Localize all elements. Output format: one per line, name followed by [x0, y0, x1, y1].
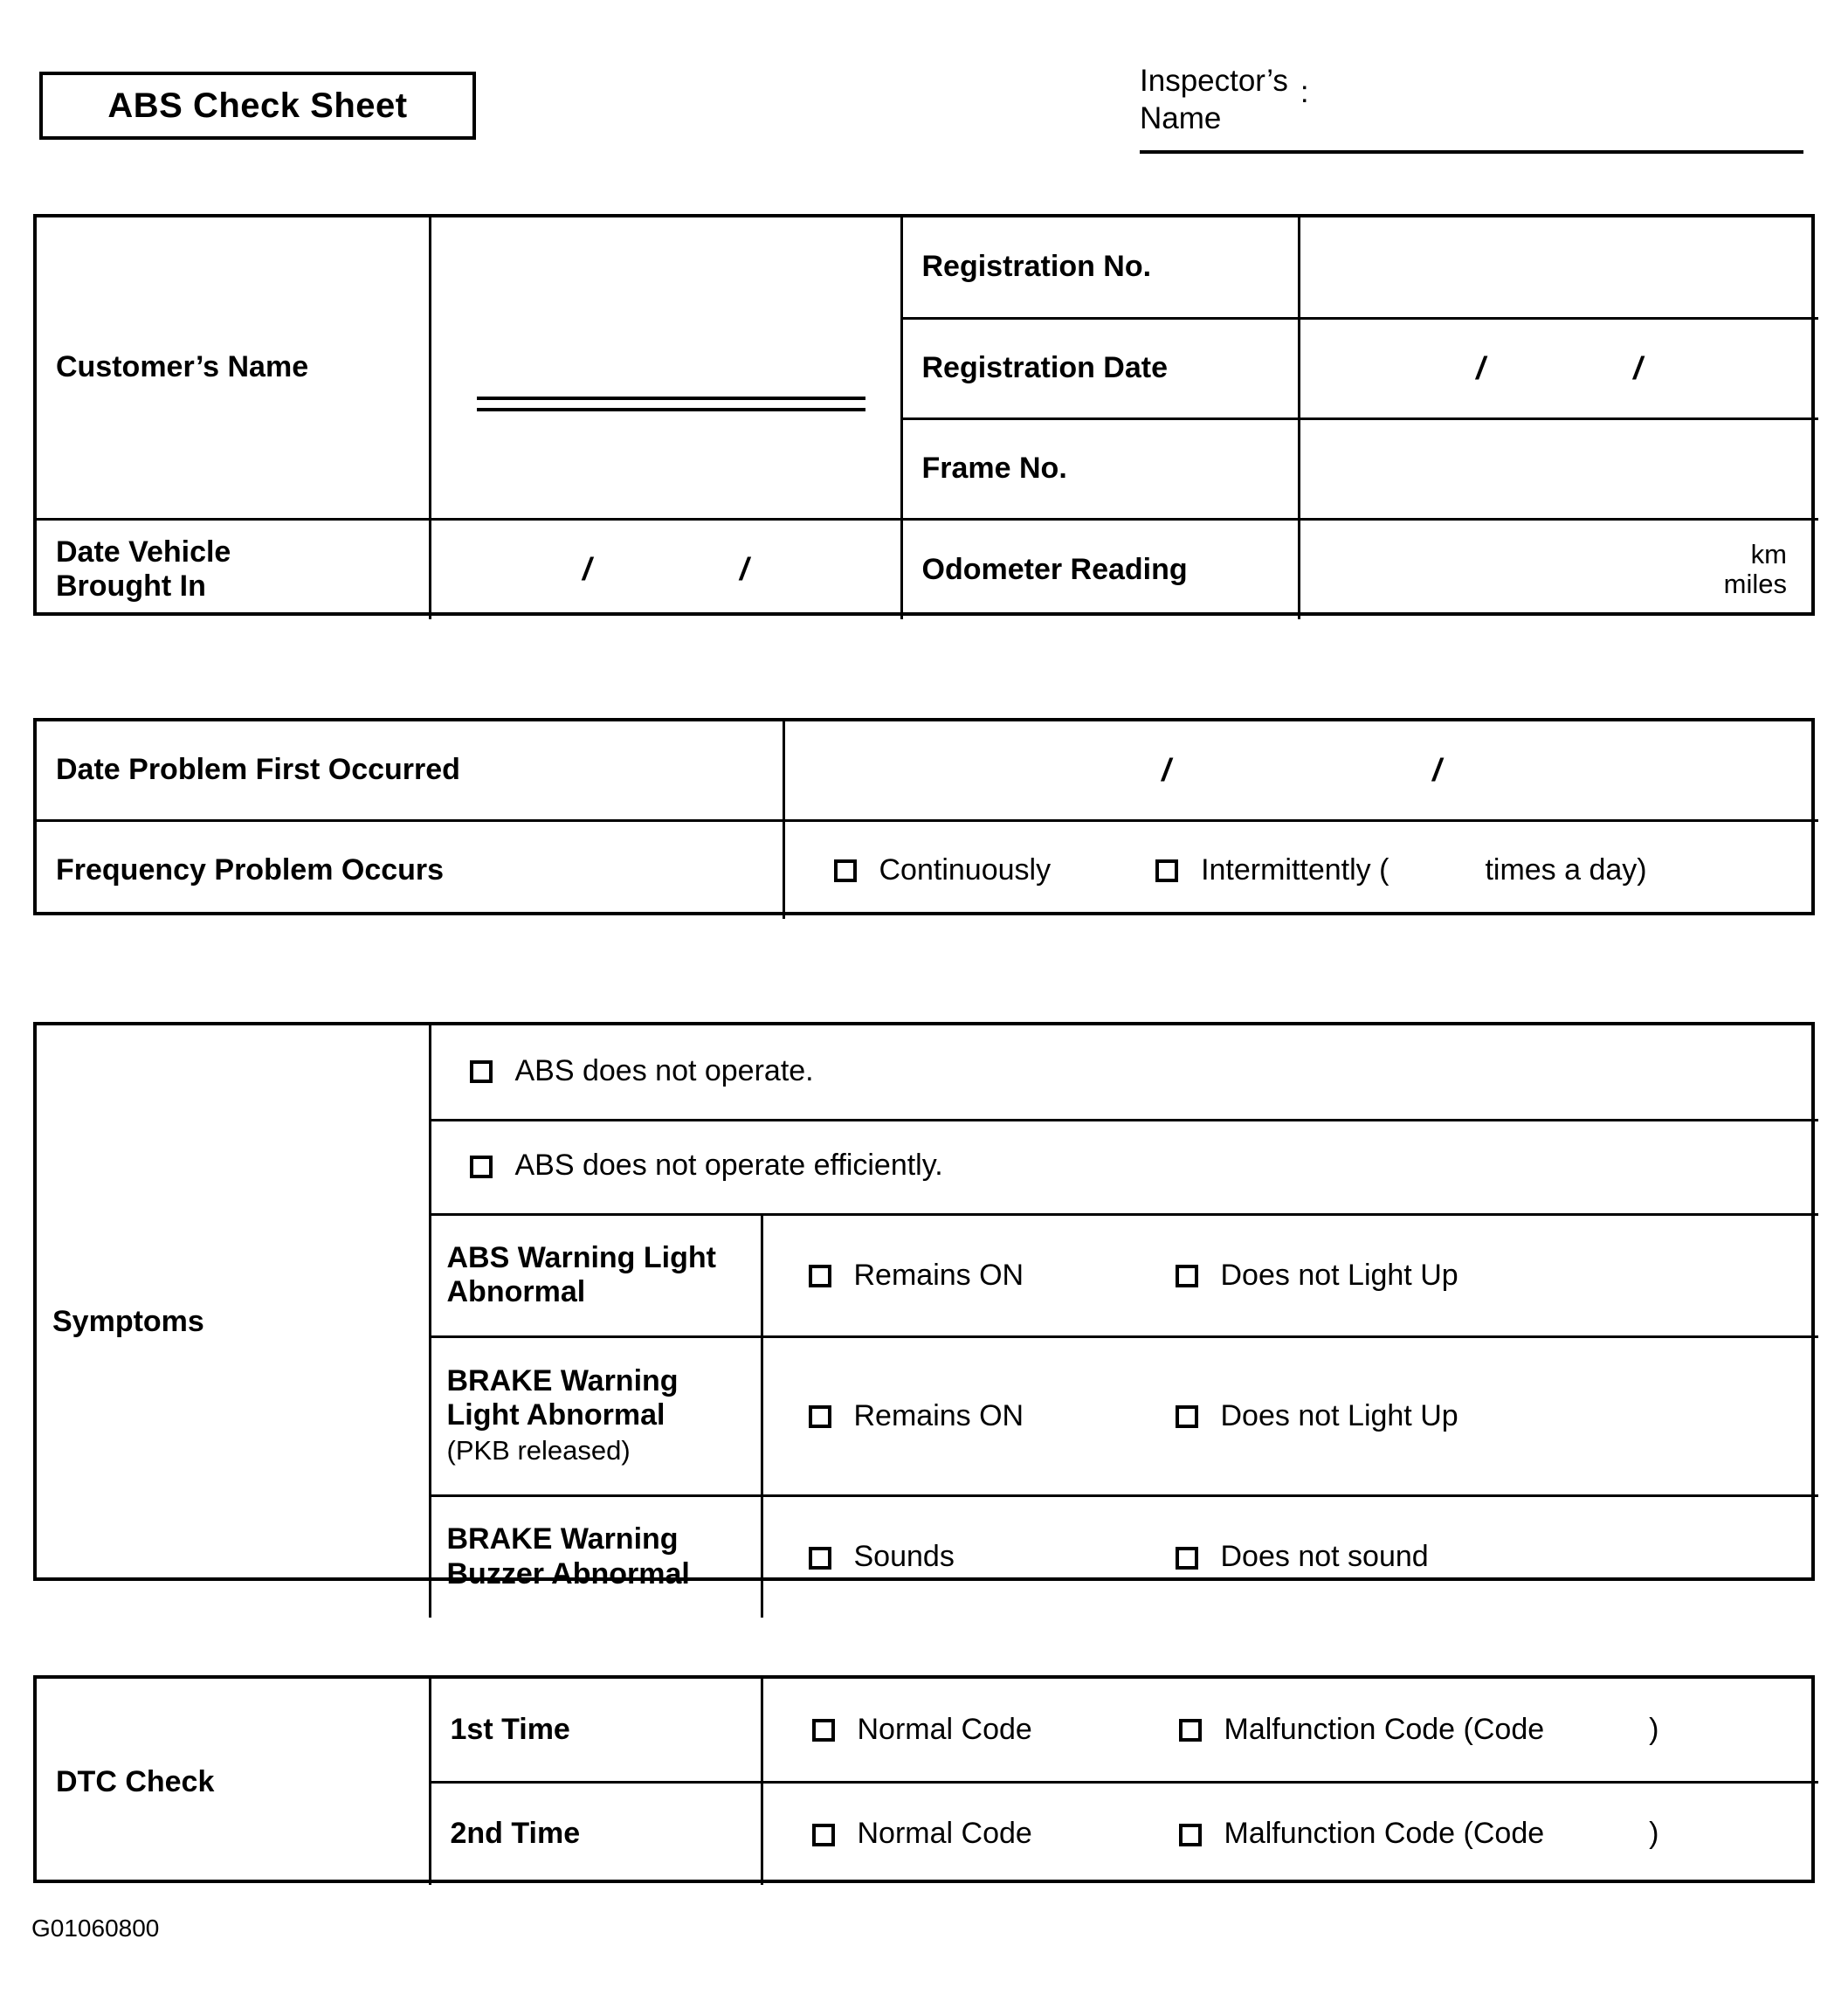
frame-no-input[interactable]: [1299, 418, 1818, 519]
checkbox-icon[interactable]: [1179, 1824, 1202, 1846]
inspector-colon: :: [1300, 75, 1309, 109]
date-brought-in-slash-1: /: [582, 551, 591, 588]
frame-no-label: Frame No.: [901, 418, 1299, 519]
dtc-section-label: DTC Check: [37, 1679, 430, 1885]
registration-date-label: Registration Date: [901, 318, 1299, 418]
odometer-unit-km: km: [1750, 538, 1787, 569]
checkbox-icon[interactable]: [812, 1824, 835, 1846]
date-problem-first-occurred-label: Date Problem First Occurred: [37, 721, 783, 820]
inspector-name-write-line[interactable]: [1140, 150, 1803, 154]
odometer-reading-label: Odometer Reading: [901, 519, 1299, 619]
symptoms-table: [33, 1022, 1815, 1591]
checkbox-icon[interactable]: [1176, 1547, 1198, 1570]
frequency-option-continuously[interactable]: [834, 853, 1052, 887]
date-brought-in-input[interactable]: [430, 519, 901, 619]
inspector-name-label: Inspector’s Name: [1140, 64, 1288, 135]
customer-info-table: [33, 214, 1815, 616]
odometer-reading-input[interactable]: [1299, 519, 1818, 619]
symptom-option-abs-light-remains-on[interactable]: [809, 1259, 1176, 1293]
dtc-option-2nd-normal-code[interactable]: [812, 1817, 1179, 1851]
date-brought-in-label: Date Vehicle Brought In: [37, 519, 430, 619]
registration-date-slash-2: /: [1633, 349, 1643, 386]
dtc-row-label-2nd-time: 2nd Time: [430, 1782, 762, 1885]
dtc-option-1st-malfunction-code[interactable]: [1179, 1713, 1659, 1747]
page-header: [35, 54, 1813, 185]
symptom-row-abs-not-operate: [430, 1025, 1818, 1120]
frequency-option-continuously-label: Continuously: [879, 852, 1052, 887]
dtc-row-label-1st-time: 1st Time: [430, 1679, 762, 1782]
symptom-option-brake-light-not-light-up[interactable]: [1176, 1399, 1458, 1433]
dtc-option-2nd-normal-code-label: Normal Code: [857, 1817, 1032, 1851]
checkbox-icon[interactable]: [1176, 1265, 1198, 1287]
problem-date-slash-1: /: [1162, 751, 1171, 788]
date-brought-in-slash-2: /: [740, 551, 749, 588]
dtc-option-1st-normal-code[interactable]: [812, 1713, 1179, 1747]
symptom-label-abs-warning-light: ABS Warning Light Abnormal: [430, 1214, 762, 1336]
frequency-option-intermittently[interactable]: [1155, 853, 1647, 887]
page-title: ABS Check Sheet: [107, 86, 408, 125]
registration-date-input[interactable]: [1299, 318, 1818, 418]
checkbox-icon[interactable]: [809, 1405, 831, 1428]
frequency-options: [783, 820, 1818, 919]
symptom-row-abs-not-efficient: [430, 1120, 1818, 1214]
registration-no-label: Registration No.: [901, 217, 1299, 318]
registration-no-input[interactable]: [1299, 217, 1818, 318]
symptom-option-abs-light-not-light-up-label: Does not Light Up: [1220, 1258, 1458, 1292]
dtc-option-1st-close-paren: ): [1649, 1712, 1659, 1746]
symptom-option-abs-not-efficient-label: ABS does not operate efficiently.: [514, 1149, 943, 1183]
symptom-option-abs-light-remains-on-label: Remains ON: [853, 1258, 1024, 1292]
symptom-option-brake-light-remains-on-label: Remains ON: [853, 1398, 1024, 1432]
dtc-option-2nd-close-paren: ): [1649, 1817, 1659, 1851]
symptom-option-abs-not-efficient[interactable]: [447, 1149, 943, 1183]
dtc-option-1st-malfunction-code-label: Malfunction Code (Code: [1224, 1712, 1545, 1746]
inspector-name-field[interactable]: [1140, 63, 1803, 137]
problem-info-table: [33, 718, 1815, 915]
checkbox-icon[interactable]: [1155, 859, 1178, 882]
symptom-label-brake-buzzer: BRAKE Warning Buzzer Abnormal: [430, 1495, 762, 1618]
checkbox-icon[interactable]: [1176, 1405, 1198, 1428]
symptom-label-brake-warning-light: BRAKE Warning Light Abnormal (PKB released): [430, 1336, 762, 1495]
checkbox-icon[interactable]: [470, 1060, 493, 1083]
symptom-option-abs-not-operate-label: ABS does not operate.: [514, 1053, 814, 1087]
checkbox-icon[interactable]: [809, 1547, 831, 1570]
frequency-problem-occurs-label: Frequency Problem Occurs: [37, 820, 783, 919]
checkbox-icon[interactable]: [812, 1719, 835, 1742]
symptom-options-brake-warning-light: [762, 1336, 1818, 1495]
page-title-box: [39, 72, 476, 140]
dtc-option-1st-normal-code-label: Normal Code: [857, 1712, 1032, 1746]
odometer-unit-miles: miles: [1723, 569, 1787, 600]
symptom-option-buzzer-sounds-label: Sounds: [853, 1540, 955, 1574]
symptom-option-brake-light-remains-on[interactable]: [809, 1399, 1176, 1433]
dtc-options-2nd-time: [762, 1782, 1818, 1885]
dtc-options-1st-time: [762, 1679, 1818, 1782]
customer-name-input[interactable]: [430, 217, 901, 519]
symptom-option-buzzer-not-sound[interactable]: [1176, 1540, 1429, 1574]
symptom-option-abs-not-operate[interactable]: [447, 1054, 814, 1088]
frequency-option-intermittently-label: Intermittently (: [1201, 852, 1389, 887]
checkbox-icon[interactable]: [1179, 1719, 1202, 1742]
checkbox-icon[interactable]: [834, 859, 857, 882]
problem-date-slash-2: /: [1432, 751, 1442, 788]
symptom-option-buzzer-sounds[interactable]: [809, 1540, 1176, 1574]
checkbox-icon[interactable]: [470, 1156, 493, 1178]
dtc-option-2nd-malfunction-code-label: Malfunction Code (Code: [1224, 1817, 1545, 1851]
date-problem-first-occurred-input[interactable]: [783, 721, 1818, 820]
registration-date-slash-1: /: [1476, 349, 1486, 386]
symptom-option-buzzer-not-sound-label: Does not sound: [1220, 1540, 1429, 1574]
checkbox-icon[interactable]: [809, 1265, 831, 1287]
symptom-option-brake-light-not-light-up-label: Does not Light Up: [1220, 1398, 1458, 1432]
dtc-check-table: [33, 1675, 1815, 1883]
symptom-options-abs-warning-light: [762, 1214, 1818, 1336]
symptom-option-abs-light-not-light-up[interactable]: [1176, 1259, 1458, 1293]
symptoms-section-label: Symptoms: [37, 1025, 430, 1618]
document-code: G01060800: [31, 1915, 160, 1942]
customer-name-label: Customer’s Name: [37, 217, 430, 519]
dtc-option-2nd-malfunction-code[interactable]: [1179, 1817, 1659, 1851]
frequency-option-intermittently-suffix: times a day): [1485, 852, 1647, 887]
symptom-options-brake-buzzer: [762, 1495, 1818, 1618]
